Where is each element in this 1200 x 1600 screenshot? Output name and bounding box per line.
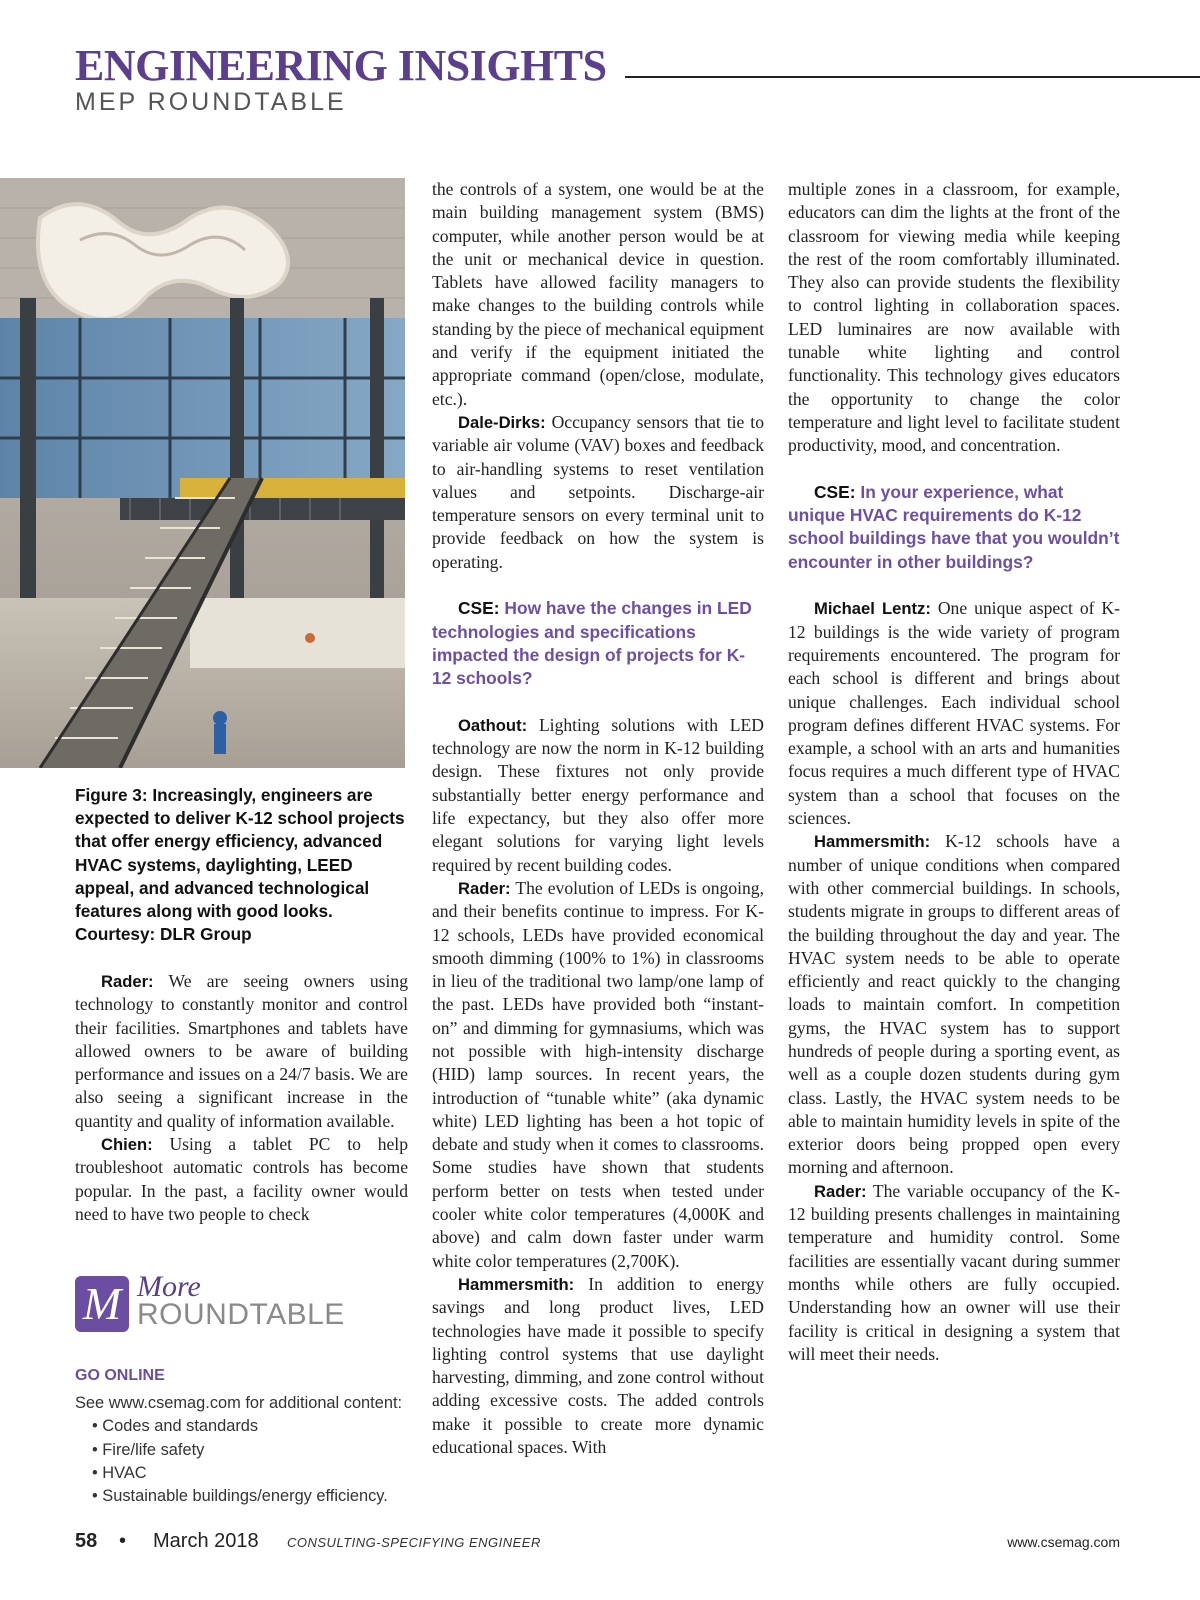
- cse-label: CSE:: [458, 598, 500, 619]
- header-rule: [625, 76, 1200, 78]
- paragraph-hammersmith-2: Hammersmith: K-12 schools have a number of unique conditions when compared with other commercial buildings. In schools, students migrate in groups to different areas of the building throughout the day and year. The HVAC system needs to be able to operate efficiently and react quickly to the changing loads to maintain comfort. In competition gyms, the HVAC system has to support hundreds of people during a sporting event, as well as a couple dozen students during gym class. Lastly, the HVAC system needs to be able to maintain humidity levels in spite of the exterior doors being propped open every morning and afternoon.: [788, 831, 1120, 1178]
- speaker-name: Hammersmith:: [814, 832, 931, 852]
- section-title: ENGINEERING INSIGHTS: [75, 41, 607, 90]
- section-subtitle: MEP ROUNDTABLE: [75, 88, 347, 116]
- list-item: • HVAC: [92, 1462, 420, 1485]
- page-number: 58: [75, 1530, 98, 1552]
- column-3: [788, 178, 1120, 1366]
- list-item: • Codes and standards: [92, 1415, 420, 1438]
- website-link[interactable]: www.csemag.com: [1007, 1534, 1120, 1550]
- paragraph-rader-1: Rader: We are seeing owners using technology to constantly monitor and control their facilities. Smartphones and tablets have allowed owners to be aware of building performance and issues on a 24/7 basis. We are also seeing a significant increase in the quantity and quality of information available.: [75, 971, 408, 1131]
- footer-bullet: •: [119, 1530, 127, 1552]
- paragraph-continued: the controls of a system, one would be at the main building management system (BMS) computer, while another person would be at the unit or mechanical device in question. Tablets have allowed facility managers to make changes to the building controls while standing by the piece of mechanical equipment and verify if the equipment initiated the appropriate command (open/close, modulate, etc.).: [432, 179, 764, 409]
- paragraph-rader-3: Rader: The variable occupancy of the K-12 building presents challenges in maintaining temperature and humidity control. Some facilities are essentially vacant during summer months while others are fully occupied. Understanding how an owner will use their facility is critical in designing a system that will meet their needs.: [788, 1180, 1120, 1364]
- list-item: • Sustainable buildings/energy efficiency.: [92, 1485, 420, 1508]
- paragraph-lentz: Michael Lentz: One unique aspect of K-12 buildings is the wide variety of program requirements encountered. The program for each school is different and brings about unique challenges. Each individual school program defines different HVAC systems. For example, a school with an arts and humanities focus requires a much different type of HVAC system than a school that focuses on the sciences.: [788, 598, 1120, 829]
- go-online-box: [75, 1392, 420, 1508]
- go-online-list: [75, 1415, 420, 1508]
- column-2: [432, 178, 764, 1459]
- paragraph-continued: multiple zones in a classroom, for example, educators can dim the lights at the front of the classroom for viewing media while keeping the rest of the room comfortably illuminated. They also can provide students the flexibility to control lighting in collaboration spaces. LED luminaires are now available with tunable white lighting and control functionality. This technology gives educators the opportunity to change the color temperature and light level to facilitate student productivity, mood, and concentration.: [788, 179, 1120, 456]
- speaker-name: Chien:: [101, 1135, 153, 1155]
- m-logo-icon: M: [75, 1276, 129, 1332]
- speaker-name: Rader:: [458, 878, 511, 898]
- go-online-text: See www.csemag.com for additional content:: [75, 1394, 403, 1412]
- list-item: • Fire/life safety: [92, 1439, 420, 1462]
- speaker-name: Rader:: [101, 972, 154, 991]
- paragraph-rader-2: Rader: The evolution of LEDs is ongoing, and their benefits continue to impress. For K-12 schools, LEDs have provided economical smooth dimming (100% to 1%) in classrooms in lieu of the traditional two lamp/one lamp of the past. LEDs have provided both “instant-on” and dimming for gymnasiums, which was not possible with high-intensity discharge (HID) lamp sources. In recent years, the introduction of “tunable white” (aka dynamic white) LED lighting has been a hot topic of debate and study when it comes to classrooms. Some studies have shown that students perform better on tests when tested under cooler white color temperatures (4,000K and above) and calm down faster under warm white color temperatures (2,700K).: [432, 877, 764, 1271]
- more-label: More: [137, 1270, 201, 1303]
- issue-date: March 2018: [153, 1530, 259, 1552]
- question-led: CSE: How have the changes in LED technologies and specifications impacted the design of projects for K-12 schools?: [432, 598, 752, 689]
- paragraph-chien: Chien: Using a tablet PC to help troubleshoot automatic controls has become popular. In the past, a facility owner would need to have two people to check: [75, 1134, 408, 1224]
- speaker-name: Michael Lentz:: [814, 599, 931, 619]
- page-footer: [75, 1530, 1120, 1556]
- speaker-name: Rader:: [814, 1181, 867, 1201]
- roundtable-label: ROUNDTABLE: [137, 1298, 345, 1331]
- speaker-name: Dale-Dirks:: [458, 412, 546, 432]
- paragraph-oathout: Oathout: Lighting solutions with LED technology are now the norm in K-12 building design. These fixtures not only provide substantially better energy performance and life expectancy, but they also offer more elegant solutions for varying light levels required by recent building codes.: [432, 714, 764, 875]
- go-online-heading: GO ONLINE: [75, 1367, 165, 1384]
- figure-caption: Figure 3: Increasingly, engineers are expected to deliver K-12 school projects that offer energy efficiency, advanced HVAC systems, daylighting, LEED appeal, and advanced technological features along with good looks. Courtesy: DLR Group: [75, 785, 405, 945]
- more-roundtable-badge[interactable]: [75, 1270, 415, 1336]
- speaker-name: Oathout:: [458, 715, 528, 735]
- atrium-photo: [0, 178, 405, 768]
- paragraph-dale-dirks: Dale-Dirks: Occupancy sensors that tie to variable air volume (VAV) boxes and feedback to air-handling systems to reset ventilation values and setpoints. Discharge-air temperature sensors on every terminal unit to provide feedback on how the system is operating.: [432, 411, 764, 572]
- column-1: [75, 970, 408, 1226]
- question-hvac: CSE: In your experience, what unique HVAC requirements do K-12 school buildings have that you wouldn’t encounter in other buildings?: [788, 481, 1120, 572]
- cse-label: CSE:: [814, 481, 856, 502]
- speaker-name: Hammersmith:: [458, 1274, 575, 1294]
- magazine-name: CONSULTING-SPECIFYING ENGINEER: [287, 1535, 541, 1550]
- paragraph-hammersmith-1: Hammersmith: In addition to energy savings and long product lives, LED technologies have made it possible to specify lighting control systems that use daylight harvesting, dimming, and zone control without adding excessive costs. The added controls make it possible to create more dynamic educational spaces. With: [432, 1273, 764, 1458]
